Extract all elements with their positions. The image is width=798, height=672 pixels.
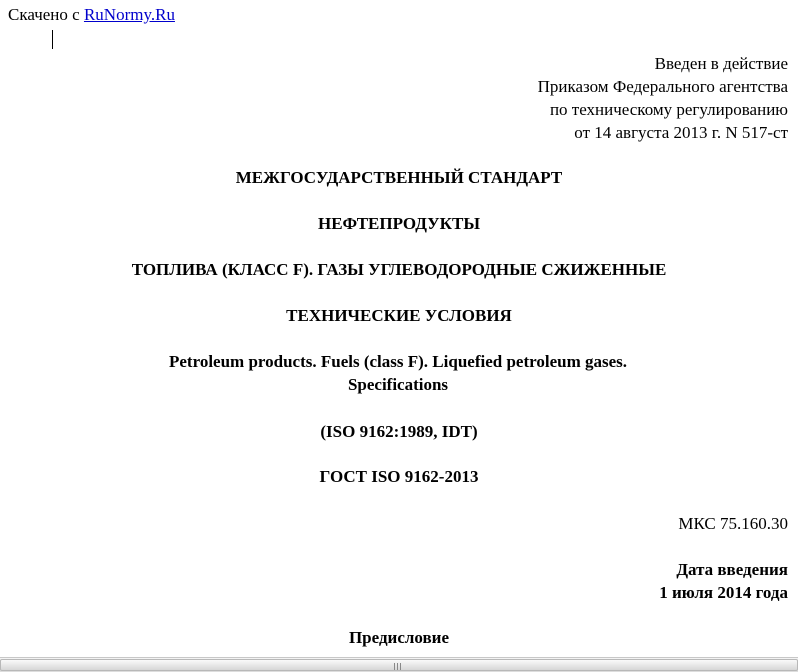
enactment-line-1: Введен в действие bbox=[654, 54, 788, 73]
source-prefix: Скачено с bbox=[8, 5, 84, 24]
introduction-date-label: Дата введения bbox=[676, 560, 788, 579]
main-title: ТОПЛИВА (КЛАСС F). ГАЗЫ УГЛЕВОДОРОДНЫЕ СЖИЖЕННЫЕ bbox=[131, 260, 667, 279]
gost-designation: ГОСТ ISO 9162-2013 bbox=[319, 467, 479, 486]
enactment-line-3: по техническому регулированию bbox=[549, 100, 788, 119]
standard-type-heading: МЕЖГОСУДАРСТВЕННЫЙ СТАНДАРТ bbox=[235, 168, 563, 187]
enactment-block bbox=[538, 52, 788, 144]
group-heading: НЕФТЕПРОДУКТЫ bbox=[317, 214, 481, 233]
enactment-line-2: Приказом Федерального агентства bbox=[537, 77, 788, 96]
mks-code: МКС 75.160.30 bbox=[678, 514, 788, 533]
introduction-date-block bbox=[659, 558, 788, 604]
text-caret bbox=[52, 30, 53, 49]
subtitle: ТЕХНИЧЕСКИЕ УСЛОВИЯ bbox=[286, 306, 512, 325]
source-line bbox=[8, 5, 175, 25]
runormy-link[interactable]: RuNormy.Ru bbox=[83, 5, 175, 24]
enactment-line-4: от 14 августа 2013 г. N 517-ст bbox=[574, 123, 788, 142]
iso-reference: (ISO 9162:1989, IDT) bbox=[320, 422, 478, 441]
scrollbar-thumb[interactable] bbox=[0, 659, 798, 671]
horizontal-scrollbar[interactable] bbox=[0, 657, 798, 672]
introduction-date-value: 1 июля 2014 года bbox=[659, 583, 788, 602]
preface-heading: Предисловие bbox=[348, 628, 450, 647]
english-title: Petroleum products. Fuels (class F). Liquefied petroleum gases. Specifications bbox=[168, 352, 628, 394]
grip-icon bbox=[394, 663, 403, 670]
